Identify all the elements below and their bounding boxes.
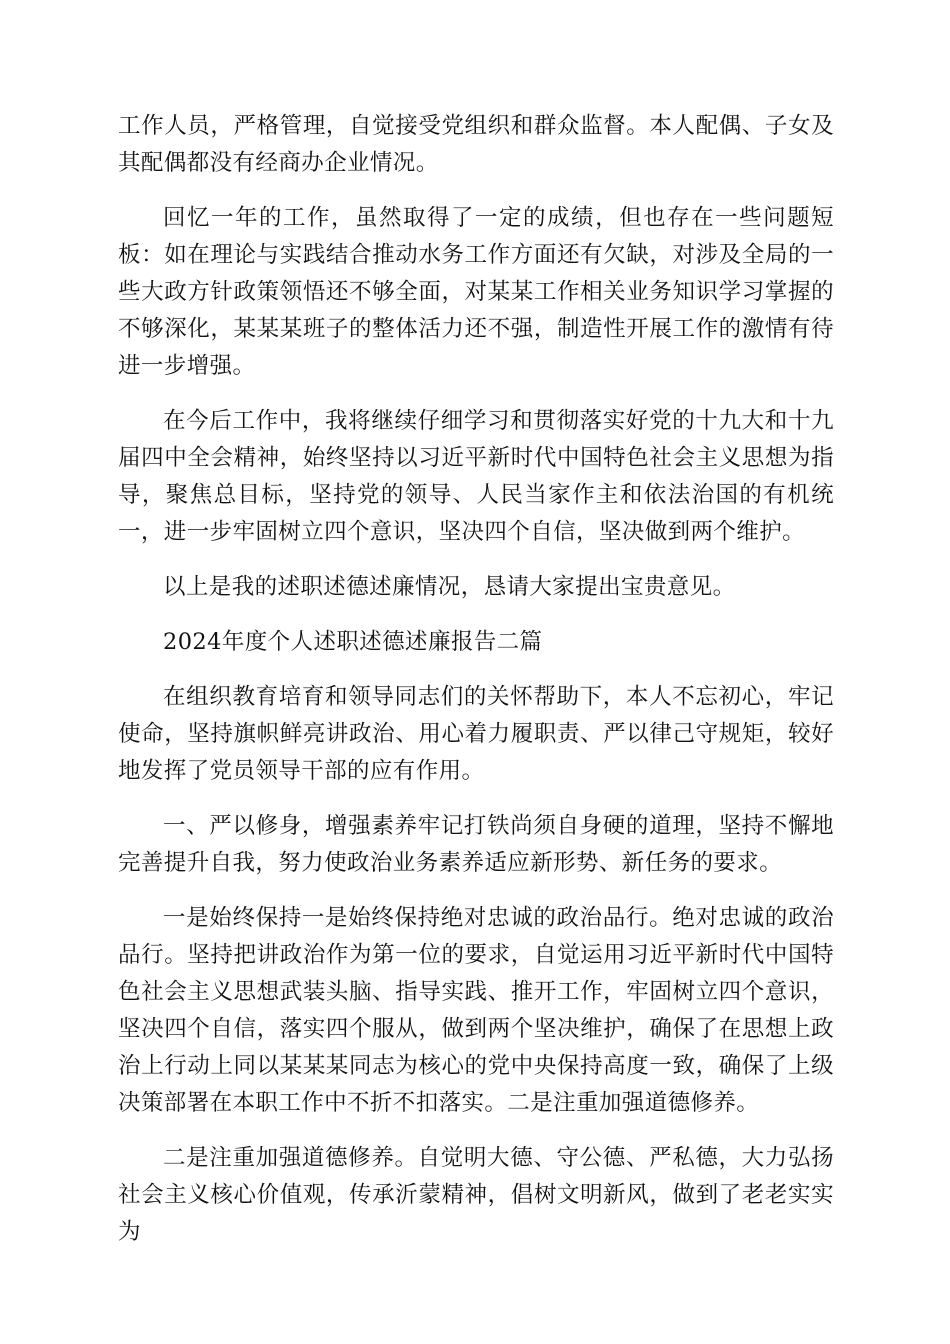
section-title: 2024年度个人述职述德述廉报告二篇	[163, 629, 543, 655]
paragraph-section-one: 一、严以修身，增强素养牢记打铁尚须自身硬的道理，坚持不懈地完善提升自我，努力使政治业务素养适应新形势、新任务的要求。	[118, 813, 834, 876]
paragraph-future-work: 在今后工作中，我将继续仔细学习和贯彻落实好党的十九大和十九届四中全会精神，始终坚持以习近平新时代中国特色社会主义思想为指导，聚焦总目标，坚持党的领导、人民当家作主和依法治国的有机统一，进一步牢固树立四个意识，坚决四个自信，坚决做到两个维护。	[118, 408, 834, 545]
paragraph-shortcomings: 回忆一年的工作，虽然取得了一定的成绩，但也存在一些问题短板：如在理论与实践结合推动水务工作方面还有欠缺，对涉及全局的一些大政方针政策领悟还不够全面，对某某工作相关业务知识学习掌握的不够深化，某某某班子的整体活力还不强，制造性开展工作的激情有待进一步增强。	[118, 205, 834, 379]
paragraph-continuation: 工作人员，严格管理，自觉接受党组织和群众监督。本人配偶、子女及其配偶都没有经商办企业情况。	[118, 113, 834, 176]
paragraph-closing: 以上是我的述职述德述廉情况，恳请大家提出宝贵意见。	[163, 574, 736, 600]
paragraph-loyalty: 一是始终保持一是始终保持绝对忠诚的政治品行。绝对忠诚的政治品行。坚持把讲政治作为第一位的要求，自觉运用习近平新时代中国特色社会主义思想武装头脑、指导实践、推开工作，牢固树立四个意识，坚决四个自信，落实四个服从，做到两个坚决维护，确保了在思想上政治上行动上同以某某某同志为核心的党中央保持高度一致，确保了上级决策部署在本职工作中不折不扣落实。二是注重加强道德修养。	[118, 905, 834, 1116]
document-page	[118, 108, 834, 1269]
paragraph-intro: 在组织教育培育和领导同志们的关怀帮助下，本人不忘初心，牢记使命，坚持旗帜鲜亮讲政治、用心着力履职责、严以律己守规矩，较好地发挥了党员领导干部的应有作用。	[118, 684, 834, 784]
paragraph-morality: 二是注重加强道德修养。自觉明大德、守公德、严私德，大力弘扬社会主义核心价值观，传承沂蒙精神，倡树文明新风，做到了老老实实为	[118, 1145, 834, 1245]
